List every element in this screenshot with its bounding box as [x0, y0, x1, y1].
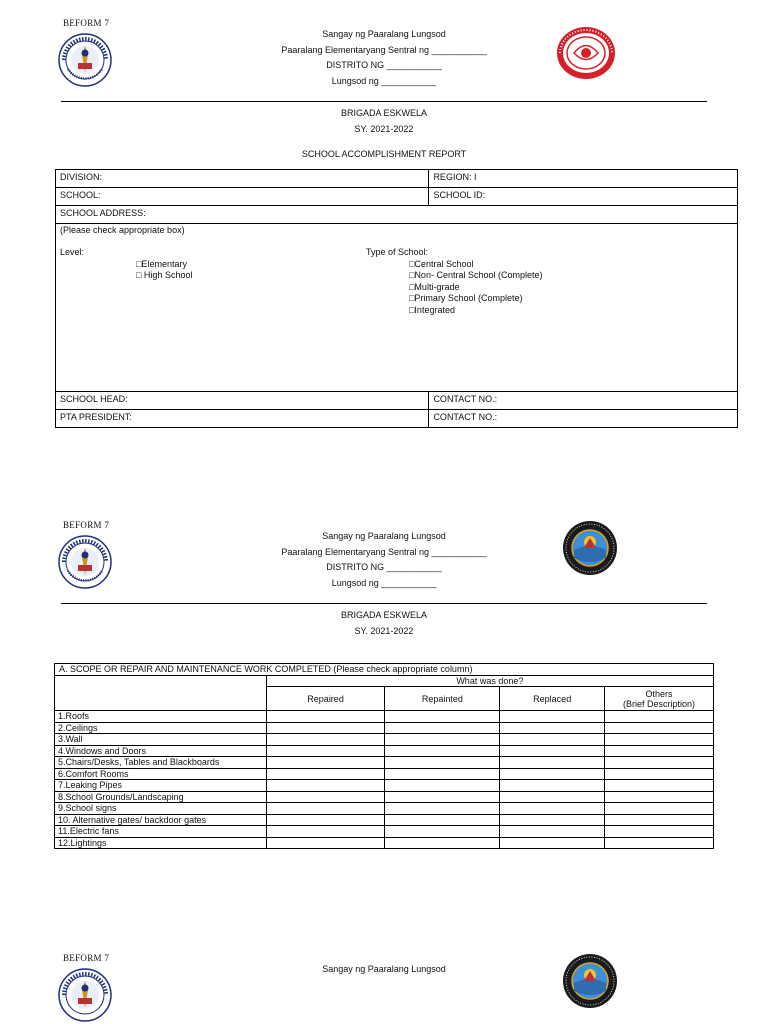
form-code: BEFORM 7	[63, 18, 110, 28]
header-division: Sangay ng Paaralang Lungsod	[322, 531, 446, 541]
others-cell[interactable]	[605, 711, 714, 723]
header-city: Lungsod ng ___________	[331, 76, 437, 86]
work-item-label: 6.Comfort Rooms	[55, 768, 267, 780]
table-row	[55, 757, 714, 769]
table-row	[55, 745, 714, 757]
replaced-cell[interactable]	[500, 826, 605, 838]
repainted-cell[interactable]	[385, 803, 500, 815]
checkbox-non-central[interactable]: □Non- Central School (Complete)	[409, 270, 543, 280]
checkbox-primary[interactable]: □Primary School (Complete)	[409, 293, 523, 303]
others-cell[interactable]	[605, 745, 714, 757]
repaired-header: Repaired	[266, 687, 385, 711]
header-divider	[61, 603, 707, 604]
others-cell[interactable]	[605, 780, 714, 792]
table-row	[55, 814, 714, 826]
checkbox-multigrade[interactable]: □Multi-grade	[409, 282, 460, 292]
header-school: Paaralang Elementaryang Sentral ng ___________	[281, 547, 487, 557]
pta-president-cell[interactable]: PTA PRESIDENT:	[56, 410, 429, 428]
table-row	[55, 780, 714, 792]
others-cell[interactable]	[605, 734, 714, 746]
replaced-cell[interactable]	[500, 780, 605, 792]
others-header-line2: (Brief Description)	[623, 698, 696, 709]
what-was-done-header: What was done?	[266, 675, 713, 687]
work-item-label: 1.Roofs	[55, 711, 267, 723]
table-row	[55, 711, 714, 723]
checkbox-high-school[interactable]: □ High School	[136, 270, 193, 280]
repaired-cell[interactable]	[266, 791, 385, 803]
repaired-cell[interactable]	[266, 757, 385, 769]
school-address-cell[interactable]: SCHOOL ADDRESS:	[56, 206, 738, 224]
repaired-cell[interactable]	[266, 803, 385, 815]
repaired-cell[interactable]	[266, 745, 385, 757]
replaced-header: Replaced	[500, 687, 605, 711]
repainted-cell[interactable]	[385, 757, 500, 769]
work-item-label: 12.Lightings	[55, 837, 267, 849]
header-city: Lungsod ng ___________	[331, 578, 437, 588]
work-item-label: 3.Wall	[55, 734, 267, 746]
school-seal-blue-icon	[562, 953, 618, 1009]
checkbox-integrated[interactable]: □Integrated	[409, 305, 455, 315]
repainted-cell[interactable]	[385, 734, 500, 746]
repaired-cell[interactable]	[266, 768, 385, 780]
repaired-cell[interactable]	[266, 722, 385, 734]
replaced-cell[interactable]	[500, 745, 605, 757]
school-info-table	[55, 169, 738, 428]
school-seal-blue-icon	[562, 520, 618, 576]
replaced-cell[interactable]	[500, 803, 605, 815]
table-row	[55, 826, 714, 838]
repainted-header: Repainted	[385, 687, 500, 711]
repaired-cell[interactable]	[266, 837, 385, 849]
others-header	[605, 687, 714, 711]
work-item-label: 5.Chairs/Desks, Tables and Blackboards	[55, 757, 267, 769]
work-item-label: 7.Leaking Pipes	[55, 780, 267, 792]
checkbox-elementary[interactable]: □Elementary	[136, 259, 187, 269]
form-code: BEFORM 7	[63, 953, 110, 963]
replaced-cell[interactable]	[500, 722, 605, 734]
repainted-cell[interactable]	[385, 826, 500, 838]
program-title: BRIGADA ESKWELA	[340, 108, 428, 118]
school-year: SY. 2021-2022	[354, 124, 414, 134]
region-cell[interactable]: REGION: I	[429, 170, 738, 188]
table-row	[55, 791, 714, 803]
replaced-cell[interactable]	[500, 814, 605, 826]
others-cell[interactable]	[605, 837, 714, 849]
level-label: Level:	[60, 247, 85, 257]
others-cell[interactable]	[605, 791, 714, 803]
report-title: SCHOOL ACCOMPLISHMENT REPORT	[301, 149, 467, 159]
work-item-label: 9.School signs	[55, 803, 267, 815]
repainted-cell[interactable]	[385, 837, 500, 849]
section-a-title: A. SCOPE OR REPAIR AND MAINTENANCE WORK COMPLETED (Please check appropriate column)	[55, 664, 714, 676]
header-district: DISTRITO NG ___________	[326, 60, 442, 70]
school-type-cell	[56, 224, 738, 392]
division-cell[interactable]: DIVISION:	[56, 170, 429, 188]
others-cell[interactable]	[605, 722, 714, 734]
repaired-cell[interactable]	[266, 734, 385, 746]
header-division: Sangay ng Paaralang Lungsod	[322, 964, 446, 974]
repainted-cell[interactable]	[385, 791, 500, 803]
repainted-cell[interactable]	[385, 814, 500, 826]
table-row	[55, 734, 714, 746]
work-item-label: 2.Ceilings	[55, 722, 267, 734]
others-cell[interactable]	[605, 826, 714, 838]
repaired-cell[interactable]	[266, 711, 385, 723]
header-division: Sangay ng Paaralang Lungsod	[322, 29, 446, 39]
repainted-cell[interactable]	[385, 711, 500, 723]
table-row	[55, 803, 714, 815]
checkbox-central[interactable]: □Central School	[409, 259, 474, 269]
school-id-cell[interactable]: SCHOOL ID:	[429, 188, 738, 206]
program-title: BRIGADA ESKWELA	[340, 610, 428, 620]
replaced-cell[interactable]	[500, 768, 605, 780]
others-cell[interactable]	[605, 803, 714, 815]
item-header-cell	[55, 675, 267, 711]
replaced-cell[interactable]	[500, 837, 605, 849]
work-item-label: 8.School Grounds/Landscaping	[55, 791, 267, 803]
replaced-cell[interactable]	[500, 757, 605, 769]
replaced-cell[interactable]	[500, 711, 605, 723]
table-row	[55, 722, 714, 734]
table-row	[55, 768, 714, 780]
form-code: BEFORM 7	[63, 520, 110, 530]
work-item-label: 11.Electric fans	[55, 826, 267, 838]
work-item-label: 10. Alternative gates/ backdoor gates	[55, 814, 267, 826]
repainted-cell[interactable]	[385, 780, 500, 792]
repaired-cell[interactable]	[266, 826, 385, 838]
others-cell[interactable]	[605, 768, 714, 780]
repainted-cell[interactable]	[385, 745, 500, 757]
header-school: Paaralang Elementaryang Sentral ng ___________	[281, 45, 487, 55]
school-seal-red-icon	[556, 26, 616, 80]
others-cell[interactable]	[605, 757, 714, 769]
check-note: (Please check appropriate box)	[60, 225, 185, 235]
repainted-cell[interactable]	[385, 768, 500, 780]
deped-seal-icon	[58, 968, 112, 1022]
type-label: Type of School:	[366, 247, 429, 257]
contact-no-cell[interactable]: CONTACT NO.:	[429, 392, 738, 410]
others-header-line1: Others	[645, 688, 673, 699]
header-divider	[61, 101, 707, 102]
header-district: DISTRITO NG ___________	[326, 562, 442, 572]
contact-no-cell[interactable]: CONTACT NO.:	[429, 410, 738, 428]
school-head-cell[interactable]: SCHOOL HEAD:	[56, 392, 429, 410]
school-cell[interactable]: SCHOOL:	[56, 188, 429, 206]
replaced-cell[interactable]	[500, 791, 605, 803]
school-year: SY. 2021-2022	[354, 626, 414, 636]
repainted-cell[interactable]	[385, 722, 500, 734]
repaired-cell[interactable]	[266, 780, 385, 792]
replaced-cell[interactable]	[500, 734, 605, 746]
table-row	[55, 837, 714, 849]
work-item-label: 4.Windows and Doors	[55, 745, 267, 757]
work-completed-table	[54, 663, 714, 849]
others-cell[interactable]	[605, 814, 714, 826]
repaired-cell[interactable]	[266, 814, 385, 826]
